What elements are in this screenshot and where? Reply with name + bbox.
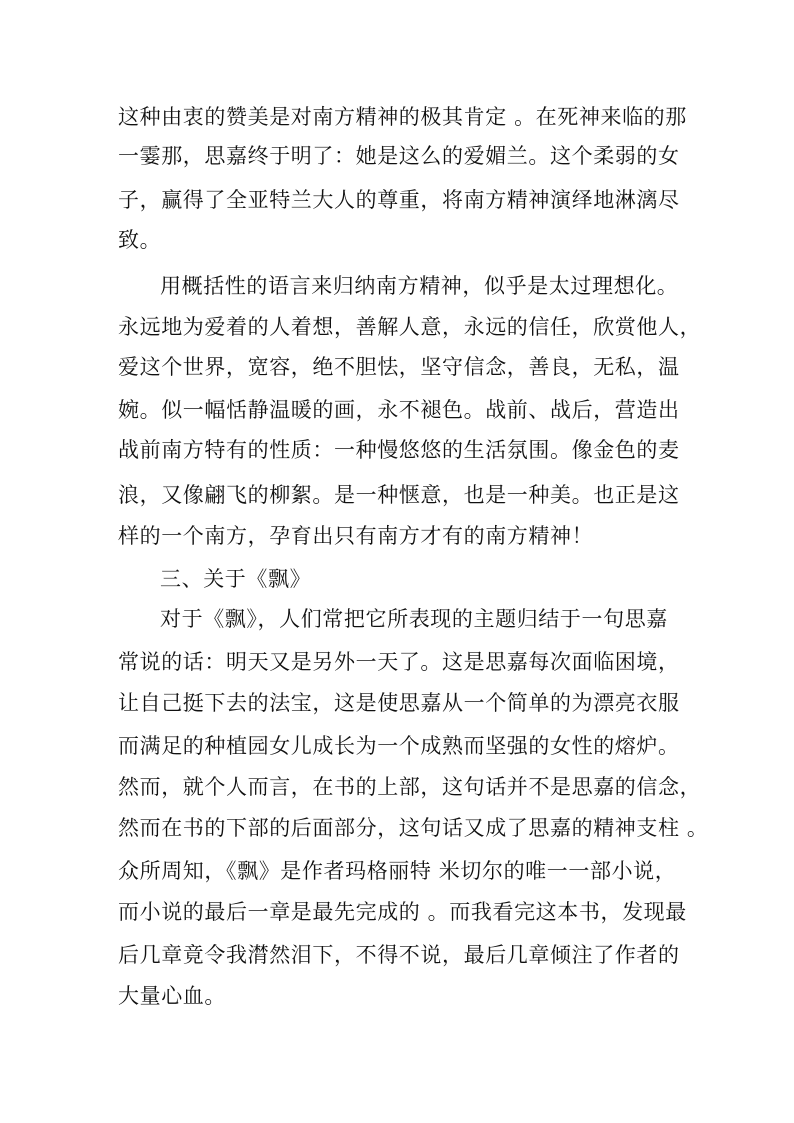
section-heading: 三、关于《飘》 [160, 567, 312, 591]
text-line: 然而在书的下部的后面部分，这句话又成了思嘉的精神支柱 。 [118, 816, 709, 840]
text-line: 而满足的种植园女儿成长为一个成熟而坚强的女性的熔炉。 [118, 734, 680, 758]
text-line: 这种由衷的赞美是对南方精神的极其肯定 。在死神来临的那 [118, 105, 687, 129]
text-line: 爱这个世界，宽容，绝不胆怯，坚守信念，善良，无私，温 [118, 355, 680, 379]
text-line: 永远地为爱着的人着想，善解人意，永远的信任，欣赏他人， [118, 315, 702, 339]
text-line: 让自己挺下去的法宝，这是使思嘉从一个简单的为漂亮衣服 [118, 691, 680, 715]
text-line: 后几章竟令我潸然泪下，不得不说，最后几章倾注了作者的 [118, 943, 680, 967]
text-line: 致。 [118, 228, 162, 252]
text-line: 一霎那，思嘉终于明了：她是这么的爱媚兰。这个柔弱的女 [118, 144, 680, 168]
text-line: 大量心血。 [118, 984, 226, 1008]
text-line: 子，赢得了全亚特兰大人的尊重，将南方精神演绎地淋漓尽 [118, 188, 680, 212]
paragraph-first-line: 用概括性的语言来归纳南方精神，似乎是太过理想化。 [160, 274, 679, 298]
text-line: 常说的话：明天又是另外一天了。这是思嘉每次面临困境， [118, 650, 680, 674]
text-line: 样的一个南方，孕育出只有南方才有的南方精神！ [118, 524, 594, 548]
text-line: 浪，又像翩飞的柳絮。是一种惬意，也是一种美。也正是这 [118, 483, 680, 507]
text-line: 战前南方特有的性质：一种慢悠悠的生活氛围。像金色的麦 [118, 438, 680, 462]
text-line: 婉。似一幅恬静温暖的画，永不褪色。战前、战后，营造出 [118, 398, 680, 422]
text-line: 众所周知，《飘》是作者玛格丽特 米切尔的唯一一部小说， [118, 859, 677, 883]
paragraph-first-line: 对于《飘》，人们常把它所表现的主题归结于一句思嘉 [160, 607, 668, 631]
text-line: 然而，就个人而言，在书的上部，这句话并不是思嘉的信念， [118, 775, 702, 799]
text-line: 而小说的最后一章是最先完成的 。而我看完这本书，发现最 [118, 900, 687, 924]
